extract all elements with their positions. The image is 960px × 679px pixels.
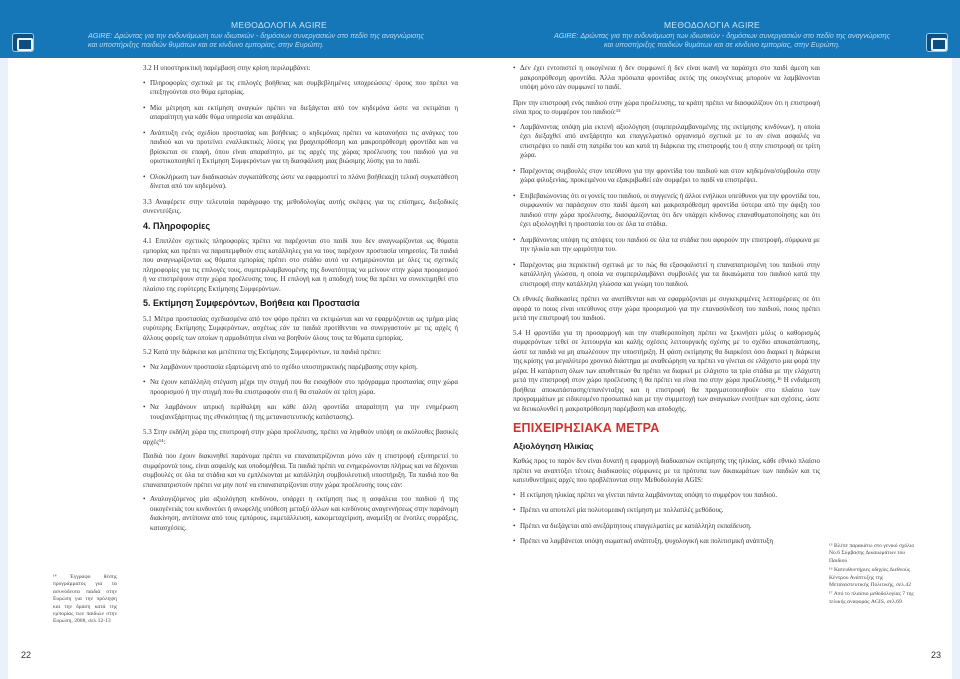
paragraph-5-2: 5.2 Κατά την διάρκεια και μετέπειτα της Εκτίμησης Συμφερόντων, τα παιδιά πρέπει:: [143, 348, 382, 356]
operational-measures-title: ΕΠΙΧΕΙΡΗΣΙΑΚΑ ΜΕΤΡΑ: [513, 421, 660, 435]
header-subtitle-line2: και υποστήριξης παιδιών θυμάτων και σε κίνδυνο εμπορίας, στην Ευρώπη.: [604, 40, 840, 49]
agire-logo-icon: [926, 33, 948, 52]
agire-logo-icon: [12, 33, 34, 52]
list-item: • Ολοκλήρωση των διαδικασιών συγκατάθεσης ώστε να εφαρμοστεί το πλάνο βοήθειας(η τελική συγκατάθεση δίνεται από τον κηδεμόνα).: [143, 173, 458, 192]
return-conditions-list: [143, 495, 458, 533]
paragraph-5-1: 5.1 Μέτρα προστασίας σχεδιασμένα από τον φόρο πρέπει να εκτιμώνται και να εφαρμόζονται ως τμήμα μίας ευρύτερης Εκτίμησης Συμφερόντων, ασχέτως εάν τα παιδιά προτίθενται να συνεργαστούν με τις αρχές ή άλλους φορείς των οποίων η αρμοδιότητα είναι να βοηθούν όλους τους τα θύματα εμπορίας.: [143, 314, 458, 342]
crisis-intervention-list: [143, 79, 458, 192]
list-item: • Να λαμβάνουν προστασία εξαρτώμενη από το σχέδιο υποστηρικτικής παρέμβασης στην κρίση.: [143, 363, 458, 373]
page-number: 22: [21, 650, 32, 660]
header-subtitle-line2: και υποστήριξης παιδιών θυμάτων και σε κίνδυνο εμπορίας, στην Ευρώπη.: [88, 40, 324, 49]
age-assessment-list: [513, 491, 820, 547]
right-margin-stripe: [952, 58, 960, 679]
list-item: • Λαμβάνοντας υπόψη μία εκτενή αξιολόγηση (συμπεριλαμβανομένης της εκτίμησης κινδύνων), η οποία έχει διεξαχθεί από ανεξάρτητο και επαγγελματικό οργανισμό σχετικά με το αν είναι ασφαλές να επιστρέψει το παιδί στη πατρίδα του και κατά τη διάρκεια της επιστροφής του ή στην επιστροφή σε τρίτη χώρα.: [513, 123, 820, 161]
list-item: • Πρέπει να αποτελεί μία πολυτομεακή εκτίμηση με πολλαπλές μεθόδους.: [513, 506, 820, 516]
list-item: • Πρέπει να λαμβάνεται υπόψη σωματική ανάπτυξη, ψυχολογική και πολιτισμική ανάπτυξη: [513, 537, 820, 547]
page-number: 23: [931, 650, 942, 660]
footnote-14: ¹⁴ Έγγραφο θέσης προγράμματος για τα ασυνόδευτα παιδιά στην Ευρώπη για την πρόληψη και την δράση κατά της εμπορίας των παιδιών στην Ευρώπη, 2008, σελ.12-13: [53, 574, 117, 625]
header-title: ΜΕΘΟΔΟΛΟΓΙΑ AGIRE: [664, 20, 761, 30]
paragraph-5-3: 5.3 Στην εκδήλη χώρα της επιστροφή στην χώρα προέλευσης, πρέπει να ληφθούν υπόψη οι ακόλουθες βασικές αρχές¹⁴:: [143, 428, 458, 446]
list-item: • Μία μέτρηση και εκτίμηση αναγκών πρέπει να διεξάγεται από τον κηδεμόνα ώστε να εκτιμάται η απαραίτητη για κάθε θύμα υπηρεσία και ασφάλεια.: [143, 104, 458, 123]
paragraph-3-3: 3.3 Αναφέρετε στην τελευταία παράγραφο της μεθοδολογίας αυτής σκέψεις για τις επίσημες, διεξοδικές συνεντεύξεις.: [143, 197, 458, 215]
list-item: • Η εκτίμηση ηλικίας πρέπει να γίνεται πάντα λαμβάνοντας υπόψη το συμφέρον του παιδιού.: [513, 491, 820, 501]
header-subtitle-line1: AGIRE: Δρώντας για την ενδυνάμωση των ιδιωτικών - δημόσιων συνεργασιών στο πεδίο της αναγνώρισης: [553, 31, 890, 40]
right-footnotes: [829, 543, 921, 608]
list-item: • Πληροφορίες σχετικά με τις επιλογές βοήθειας και συμβεβλημένες υποχρεώσεις/ όρους που πρέπει να επεξηγούνται στο θύμα εμπορίας.: [143, 79, 458, 98]
footnote-15: ¹⁵ Βλέπε παρακάτω στο γενικό σχόλιο Νο.6 Σύμβασης Δικαιωμάτων του Παιδιού: [829, 543, 915, 564]
page-header: [0, 0, 480, 58]
right-text-column: [513, 64, 820, 553]
age-assessment-heading: Αξιολόγηση Ηλικίας: [513, 440, 594, 451]
section-heading-5: 5. Εκτίμηση Συμφερόντων, Βοήθεια και Προστασία: [143, 298, 360, 308]
paragraph-age-assessment: Καθώς προς το παρόν δεν είναι δυνατή η εφαρμογή διαδικασιών εκτίμησης της ηλικίας, κάθε εθνικό πλαίσιο πρέπει να αναπτύξει τέτοιες διαδικασίες σύμφωνες με τα πρότυπα των δικαιωμάτων των παιδιών και τις κατευθυντήριες αρχές που προβλέπονται στην Μεθοδολογία AGIS:: [513, 457, 820, 484]
list-item: • Πρέπει να διεξάγεται από ανεξάρτητους επαγγελματίες με κατάλληλη εκπαίδευση.: [513, 522, 820, 532]
left-text-column: [143, 64, 458, 539]
paragraph-national-procedures: Οι εθνικές διαδικασίες πρέπει να ανατίθενται και να εφαρμόζονται με συγκεκριμένες λεπτομέρειες σε ότι αφορά το ποιος είναι υπεύθυνος στην χώρα προορισμού για την επανασύνδεση του παιδιού, ποιος πρέπει μετά την επιστροφή του παιδιού.: [513, 295, 820, 322]
return-safeguards-list: [513, 123, 820, 290]
paragraph-before-return: Πριν την επιστροφή ενός παιδιού στην χώρα προέλευσης, τα κράτη πρέπει να διασφαλίζουν ότι η επιστροφή είναι προς το συμφέρον του παιδιού:¹⁵: [513, 98, 820, 116]
left-margin-stripe: [0, 58, 8, 679]
paragraph-5-3b: Παιδιά που έχουν διακινηθεί παράνομα πρέπει να επαναπατρίζονται μόνο εάν η επιστροφή εξυπηρετεί το συμφέροντά τους, είναι ασφαλής και υποδομήθεια. Τα παιδιά πρέπει να ενημερώνονται πλήρως και να δέχονται συμβουλές σε όλα τα στάδια και να εμπλέκονται με κατάλληλη συμβουλευτική υποστήριξη. Τα παιδιά που θα επαναπατριστούν πρέπει να μην ποτέ να επαναπατρίζονται στην χώρα προέλευσης τους εάν:: [143, 452, 458, 489]
list-item: • Δεν έχει εντοπιστεί η οικογένεια ή δεν συμφωνεί ή δεν είναι ικανή να παράσχει στο παιδί άμεση και μακροπρόθεσμη φροντίδα. Άλλα πρόσωπα φροντίδας εκτός της οικογένειας μπορούν να λαμβάνονται υπόψη μόνο εάν συμφωνεί το παιδί.: [513, 64, 820, 93]
list-item: • Ανάπτυξη ενός σχεδίου προστασίας και βοήθειας: ο κηδεμόνας πρέπει να κατανοήσει τις ανάγκες του παιδιού και να προτείνει εναλλακτικές λύσεις για βραχυπρόθεσμη και μακροπρόθεσμη φροντίδα και να βρίσκεται σε επαφή, όπου είναι απαραίτητο, με τις αρχές της χώρας προέλευσης του παιδιού για να οριστικοποιηθεί η Εκτίμηση Συμφερόντων για τη διασφάλιση μιας βιώσιμης λύσης για το παιδί.: [143, 129, 458, 167]
section-heading-4: 4. Πληροφορίες: [143, 220, 211, 231]
list-item: • Να λαμβάνουν ιατρική περίθαλψη και κάθε άλλη φροντίδα απαραίτητη για την ενημέρωση τους(ανεξάρτητως της εθνικότητας ή της μεταναστευτικής κατάστασης).: [143, 403, 458, 422]
list-item: • Λαμβάνοντας υπόψη τις απόψεις του παιδιού σε όλα τα στάδια που αφορούν την επιστροφή, σύμφωνα με την ηλικία και την ωριμότητα του.: [513, 236, 820, 255]
header-title: ΜΕΘΟΔΟΛΟΓΙΑ AGIRE: [231, 20, 328, 30]
footnote-17: ¹⁷ Από το πλαίσιο μεθοδολογίας 7 της τελικής αναφοράς AGIS, σελ.69: [829, 591, 914, 605]
list-item: • Επιβεβαιώνοντας ότι οι γονείς του παιδιού, οι συγγενείς ή άλλοι ενήλικοι υπεύθυνοι για την φροντίδα του, συμφωνούν να παράσχουν στο παιδί άμεση και μακροπρόθεσμη φροντίδα ύστερα από την άφιξη του παιδιού στην χώρα προέλευσης, διασφαλίζοντας ότι δεν υπάρχει κίνδυνος επαναθυματοποίησης και ότι έχει αξιολογηθεί η προστασία του σε όλα τα στάδια.: [513, 192, 820, 230]
header-subtitle-line1: AGIRE: Δρώντας για την ενδυνάμωση των ιδιωτικών - δημόσιων συνεργασιών στο πεδίο της αναγνώρισης: [88, 31, 425, 40]
list-item: • Να έχουν κατάλληλη στέγαση μέχρι την στιγμή που θα εισαχθούν στο πρόγραμμα προστασίας στην χώρα προορισμού ή την στιγμή που θα επιστραφούν στο ή θα σταλούν σε τρίτη χώρα.: [143, 378, 458, 397]
header-subtitle: [542, 31, 902, 49]
list-item: • Παρέχοντας μια περιεκτική σχετικά με το πώς θα εξασφαλιστεί η επαναπατρισμένη του παιδιού στην κατάλληλη γλώσσα, η οποία να συμπεριλαμβάνει συμβουλές για τα δικαιώματα του παιδιού κατά την επιστροφή στην κατάλληλη γλώσσα και γνώμη του παιδιού.: [513, 261, 820, 290]
list-item: • Αναλογιζόμενος μία αξιολόγηση κινδύνου, υπάρχει η εκτίμηση πως η ασφάλεια του παιδιού ή της οικογένειάς του κινδυνεύει ή ανωφελής υπόθεση μεταξύ άλλων και κινδύνους αναγεννήσεως στην παράνομη διακίνηση, αντίποινα από τους εμπόρους, εκμετάλλευση, κακομεταχείριση, αναμείξη σε ένοπλες συρράξεις, κατασχέσεις.: [143, 495, 458, 533]
paragraph-5-4: 5.4 Η φροντίδα για τη προσαρμογή και την σταθεροποίηση πρέπει να ξεκινήσει μόλις ο καθορισμός συμφερόντων τεθεί σε λειτουργία και καλής σχέσεις λειτουργικής σχέσης με το σχέδιο αποκατάστασης, ώστε τα παιδιά να μη απωλέσουν την υποστήριξη. Η φάση εκτίμησης θα διαρκέσει όσο διαρκεί η διάρκεια της κρίσης για μεγαλύτερο χρονικό διάστημα με αναθεώρηση να πρέπει να γίνεται σε ελάχιστο μια φορά την μέρα. Η κατάρτιση όλων των αποθετικών θα πρέπει να διαρκεί με ελάχιστο τα τρία στάδια με την ελάχιστη μετά την επιστροφή στον χώρο προέλευσης ή θα πρέπει να είναι πιο στην χώρα προέλευσης.¹⁶ Η ενδιάμεση βοήθεια αποκατάστασης/επανένταξης και η επιστροφή θα πραγματοποιηθούν στο πλαίσιο των προγραμμάτων με ειδικευμένο προσωπικό και με την συμμετοχή των αναγκαίων ενοτήτων και σχέσεις, ώστε να διευκολυνθεί η μακροπρόθεσμη παρέμβαση και αποδοχής.: [513, 328, 820, 413]
footnote-16: ¹⁶ Κατευθυντήριες οδηγίες Διεθνούς Κέντρου Ανάπτυξης της Μεταναστευτικής Πολιτικής, σελ.42: [829, 567, 912, 589]
paragraph-3-2: 3.2 Η υποστηρικτική παρέμβαση στην κρίση περιλαμβάνει:: [143, 64, 311, 72]
page-header: [480, 0, 960, 58]
list-item: • Παρέχοντας συμβουλές στον υπεύθυνο για την φροντίδα του παιδιού και στον κηδεμόνα/σύμβουλο στην χώρα φιλοξενίας, προκειμένου να εξακριβωθεί εάν συμφέρει το παιδί να επιστρέψει.: [513, 167, 820, 186]
paragraph-4-1: 4.1 Επιπλέον σχετικές πληροφορίες πρέπει να παρέχονται στο παιδί που δεν αναγνωρίζονται ως θύματα εμπορίας και πρέπει να παραπεμφθούν στις κατάλληλες για να τους παρέχουν προστασία υπηρεσίες. Τα παιδιά που αναγνωρίζονται ως θύματα εμπορίας πρέπει στο στάδιο αυτό να ενημερώνονται με όλες τις σχετικές πληροφορίες για τις επιλογές τους, συμπεριλαμβανομένης της δυνατότητας να μείνουν στην χώρα προορισμού ή να επιστρέψουν στην χώρα προέλευσης τους. Η επιλογή και η αποδοχή τους θα πρέπει να συνεκτιμηθεί στο πλαίσιο της ευρύτερης Εκτίμησης Συμφερόντων.: [143, 237, 458, 293]
assessment-list: [143, 363, 458, 423]
header-subtitle: [88, 31, 468, 49]
family-conditions-list: [513, 64, 820, 93]
